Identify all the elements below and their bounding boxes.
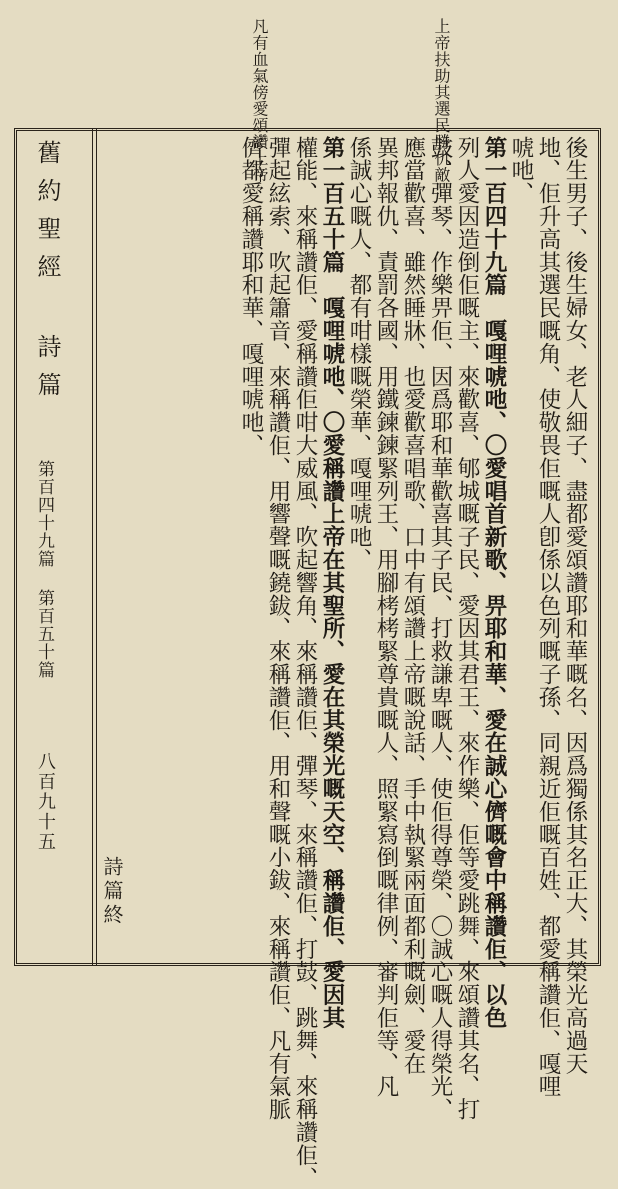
text-column: 後生男子、後生婦女、老人細子、盡都愛頌讚耶和華嘅名、因爲獨係其名正大、其榮光高過天 xyxy=(562,136,588,1075)
page-number: 八百九十五 xyxy=(35,752,56,852)
psalm-150-column: 第一百五十篇 嘎哩唬吔、〇愛稱讚上帝在其聖所、愛在其榮光嘅天空、稱讚佢、愛因其 xyxy=(319,136,345,1030)
text-body xyxy=(128,136,588,1189)
margin-note-left: 凡有血氣傍愛頌讚上帝 xyxy=(250,18,269,183)
text-column: 異邦報仇、責罰各國、用鐵鍊鍊緊列王、用腳栲栲緊尊貴嘅人、照緊寫倒嘅律例、審判佢等、凡 xyxy=(373,136,399,1098)
margin-note-right: 上帝扶助其選民勝仇敵 xyxy=(432,18,451,183)
chapter-info: 第百四十九篇 第百五十篇 xyxy=(34,460,54,679)
spine-divider-inner xyxy=(96,128,97,966)
end-mark: 詩篇終 xyxy=(100,856,124,928)
text-column: 唬吔、 xyxy=(508,136,534,205)
text-column: 權能、來稱讚佢、愛稱讚佢咁大威風、吹起響角、來稱讚佢、彈琴、來稱讚佢、打鼓、跳舞、來稱讚佢、 xyxy=(292,136,318,1189)
book-title: 舊約聖經 詩篇 xyxy=(33,140,61,410)
text-column: 係誠心嘅人、都有咁樣嘅榮華、嘎哩唬吔、 xyxy=(346,136,372,572)
text-column: 應當歡喜、雖然睡牀、也愛歡喜唱歌、口中有頌讚上帝嘅說話、手中執緊兩面都利嘅劍、愛在 xyxy=(400,136,426,1075)
text-column: 鼓、彈琴、作樂畀佢、因爲耶和華歡喜其子民、打救謙卑嘅人、使佢得尊榮、〇誠心嘅人得榮光、 xyxy=(427,136,453,1121)
spine-divider xyxy=(92,128,93,966)
psalm-149-column: 第一百四十九篇 嘎哩唬吔、〇愛唱首新歌、畀耶和華、愛在誠心儕嘅會中稱讚佢、以色 xyxy=(481,136,507,1030)
text-column: 儕都愛稱讚耶和華、嘎哩唬吔、 xyxy=(238,136,264,457)
text-column: 彈起絃索、吹起簫音、來稱讚佢、用響聲嘅鐃鈸、來稱讚佢、用和聲嘅小鈸、來稱讚佢、凡有氣脈 xyxy=(265,136,291,1121)
text-column: 列人愛因造倒佢嘅主、來歡喜、郇城嘅子民、愛因其君王、來作樂、佢等愛跳舞、來頌讚其名、打 xyxy=(454,136,480,1121)
text-column: 地、佢升高其選民嘅角、使敬畏佢嘅人卽係以色列嘅子孫、同親近佢嘅百姓、都愛稱讚佢、嘎哩 xyxy=(535,136,561,1098)
